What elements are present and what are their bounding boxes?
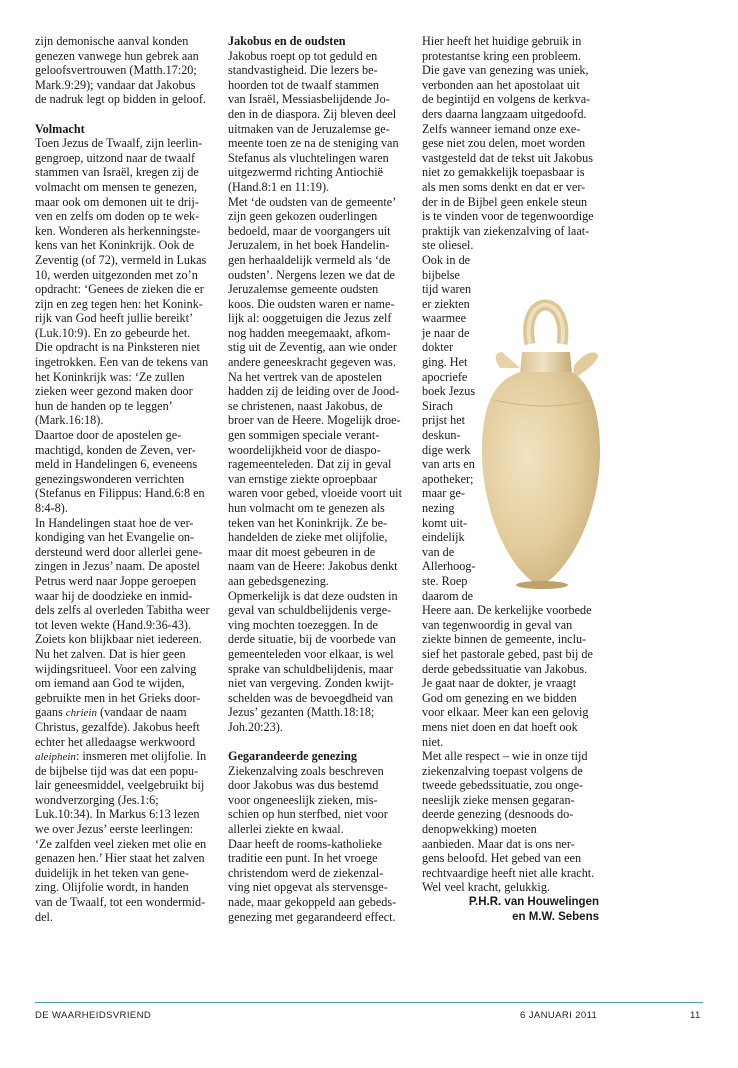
- text-line: van tegenwoordig in geval van: [422, 617, 573, 632]
- text-line: lijk al: ooggetuigen die Jezus zelf: [228, 311, 392, 326]
- text-line: om iemand aan God te wijden,: [35, 676, 185, 691]
- paragraph-gap: [228, 735, 413, 750]
- text-line: Mark.9:29); vandaar dat Jakobus: [35, 77, 196, 92]
- text-line: God om genezing en we bidden: [422, 690, 577, 705]
- text-line: meld in Handelingen 6, eveneens: [35, 457, 198, 472]
- text-line: gebruikte men in het Grieks door-: [35, 690, 201, 705]
- text-line: Allerhoog-: [422, 559, 476, 574]
- text-line: meente toen ze na de steniging van: [228, 136, 399, 151]
- text-line: waren voor gebed, vloeide voort uit: [228, 486, 402, 501]
- text-line: Stefanus als vluchtelingen waren: [228, 150, 389, 165]
- section-heading: Volmacht: [35, 121, 85, 136]
- text-line: komt uit-: [422, 515, 468, 530]
- text-line: 10, werden uitgezonden met zo’n: [35, 267, 198, 282]
- text-line: [35, 705, 220, 720]
- paragraph-gap: [35, 107, 220, 122]
- text-line: niet zo gemakkelijk toepasbaar is: [422, 165, 585, 180]
- text-line: Die opdracht is na Pinksteren niet: [35, 340, 200, 355]
- text-line: ziekte binnen de gemeente, inclu-: [422, 632, 587, 647]
- text-line: ste. Roep: [422, 573, 468, 588]
- text-line: tot leven wekte (Hand.9:36-43).: [35, 617, 192, 632]
- text-line: geval van schuldbelijdenis verge-: [228, 603, 392, 618]
- author-signature: P.H.R. van Houwelingen: [468, 896, 599, 909]
- text-line: teken van het Koninkrijk. Ze be-: [228, 515, 388, 530]
- text-line: genezen vanwege hun gebrek aan: [35, 48, 199, 63]
- text-line: uitmaken van de Jeruzalemse ge-: [228, 121, 390, 136]
- text-line: denopwekking) moeten: [422, 822, 537, 837]
- text-line: eindelijk: [422, 530, 465, 545]
- text-line: Daar heeft de rooms-katholieke: [228, 836, 382, 851]
- text-line: (Mark.16:18).: [35, 413, 104, 428]
- text-line: (Stefanus en Filippus: Hand.6:8 en: [35, 486, 205, 501]
- text-line: stammen van Israël, kregen zij de: [35, 165, 199, 180]
- text-segment: gaans: [35, 705, 66, 720]
- text-line: mens niet doen en dat hoeft ook: [422, 719, 578, 734]
- text-line: deerde genezing (desnoods do-: [422, 807, 574, 822]
- text-line: prijst het: [422, 413, 465, 428]
- text-line: christendom werd de ziekenzal-: [228, 865, 384, 880]
- article-column-2: [228, 34, 413, 924]
- text-line: het Koninkrijk was: ‘Ze zullen: [35, 369, 185, 384]
- text-line: als men soms denkt en dat er ver-: [422, 179, 586, 194]
- text-segment: (vandaar de naam: [96, 705, 187, 720]
- text-line: standvastigheid. Die lezers be-: [228, 63, 378, 78]
- text-line: zing. Olijfolie wordt, in handen: [35, 880, 189, 895]
- text-line: Hier heeft het huidige gebruik in: [422, 34, 582, 48]
- text-line: aan gebedsgenezing.: [228, 573, 329, 588]
- text-line: van ernstige ziekte oproepbaar: [228, 471, 378, 486]
- text-line: Christus, gezalfde). Jakobus heeft: [35, 719, 200, 734]
- text-line: genezingswonderen verrichten: [35, 471, 185, 486]
- text-line: geloofsvertrouwen (Matth.17:20;: [35, 63, 197, 78]
- text-line: zieken weer gezond maken door: [35, 384, 193, 399]
- text-line: andere geneeskracht gegeven was.: [228, 355, 396, 370]
- text-line: nade, maar gekoppeld aan gebeds-: [228, 895, 397, 910]
- text-line: van de: [422, 544, 455, 559]
- text-line: zijn en zeg tegen hen: het Konink-: [35, 296, 203, 311]
- footer-page-number: 11: [690, 1010, 701, 1021]
- text-line: door Jakobus was dus bestemd: [228, 778, 379, 793]
- text-line: waar hij de doodzieke en inmid-: [35, 588, 193, 603]
- text-line: Sirach: [422, 398, 454, 413]
- text-line: Wel veel kracht, gelukkig.: [422, 880, 550, 895]
- text-line: van Israël, Messiasbelijdende Jo-: [228, 92, 390, 107]
- text-line: derde gebedssituatie van Jakobus.: [422, 661, 588, 676]
- text-line: zingen in Jezus’ naam. De apostel: [35, 559, 200, 574]
- text-line: Met ‘de oudsten van de gemeente’: [228, 194, 397, 209]
- text-line: Opmerkelijk is dat deze oudsten in: [228, 588, 398, 603]
- text-line: praktijk van ziekenzalving of laat-: [422, 223, 590, 238]
- text-line: Jeruzalemse gemeente oudsten: [228, 282, 379, 297]
- text-line: ragemeenteleden. Dat zij in geval: [228, 457, 392, 472]
- text-line: tweede gebedssituatie, zou onge-: [422, 778, 584, 793]
- text-line: sprake van schuldbelijdenis, maar: [228, 661, 394, 676]
- text-line: broer van de Heere. Mogelijk droe-: [228, 413, 401, 428]
- text-line: (Luk.10:9). En zo gebeurde het.: [35, 325, 191, 340]
- text-line: se christenen, naast Jakobus, de: [228, 398, 383, 413]
- text-line: ving mochten toezeggen. In de: [228, 617, 378, 632]
- text-line: daarom de: [422, 588, 474, 603]
- text-line: ingetrokken. Een van de tekens van: [35, 355, 209, 370]
- text-line: Daartoe door de apostelen ge-: [35, 428, 182, 443]
- text-line: Zelfs wanneer iemand onze exe-: [422, 121, 581, 136]
- text-line: opdracht: ‘Genees de zieken die er: [35, 282, 204, 297]
- text-line: wijdingsritueel. Voor een zalving: [35, 661, 197, 676]
- text-line: Jeruzalem, in het boek Handelin-: [228, 238, 390, 253]
- text-line: apocriefe: [422, 369, 468, 384]
- text-line: bijbelse: [422, 267, 460, 282]
- text-line: den in de diaspora. Zij bleven deel: [228, 106, 397, 121]
- text-line: stig uit de Zeventig, aan wie onder: [228, 340, 397, 355]
- text-line: hun de handen op te leggen’: [35, 398, 173, 413]
- text-line: uitgezwermd richting Antiochië: [228, 165, 384, 180]
- text-line: Joh.20:23).: [228, 719, 283, 734]
- text-line: Je gaat naar de dokter, je vraagt: [422, 676, 577, 691]
- text-line: duidelijk in het teken van gene-: [35, 865, 189, 880]
- text-line: hoorden tot de twaalf stammen: [228, 77, 379, 92]
- text-line: sief het pastorale gebed, past bij de: [422, 646, 593, 661]
- text-line: rechtvaardige heeft niet alle kracht.: [422, 865, 595, 880]
- text-line: genazen hen.’ Hier staat het zalven: [35, 851, 205, 866]
- text-line: Luk.10:34). In Markus 6:13 lezen: [35, 807, 200, 822]
- text-line: Zeventig (of 72), vermeld in Lukas: [35, 252, 207, 267]
- text-line: waarmee: [422, 311, 466, 326]
- text-line: dersteund werd door allerlei gene-: [35, 544, 203, 559]
- text-line: de bijbelse tijd was dat een popu-: [35, 763, 199, 778]
- text-line: tijd waren: [422, 282, 472, 297]
- text-line: schien op hun sterfbed, niet voor: [228, 807, 388, 822]
- text-line: protestantse kring een probleem.: [422, 48, 582, 63]
- text-line: dels zelfs al overleden Tabitha weer: [35, 603, 210, 618]
- italic-term: aleiphein: [35, 751, 76, 764]
- text-line: schelden was de bevoegdheid van: [228, 690, 394, 705]
- oil-jug-illustration: [470, 282, 610, 594]
- text-line: gese niet zou delen, moet worden: [422, 136, 586, 151]
- text-line: dokter: [422, 340, 454, 355]
- text-line: naam van de Heere: Jakobus denkt: [228, 559, 398, 574]
- text-line: we over Jezus’ eerste leerlingen:: [35, 822, 194, 837]
- text-line: neeslijk zieke mensen gegaran-: [422, 792, 575, 807]
- text-line: ving niet opgevat als stervensge-: [228, 880, 388, 895]
- text-line: dige werk: [422, 442, 471, 457]
- text-line: volmacht om mensen te genezen,: [35, 179, 198, 194]
- text-line: nezing: [422, 501, 455, 515]
- text-line: vastgesteld dat de tekst uit Jakobus: [422, 150, 593, 165]
- text-line: Ook in de: [422, 252, 471, 267]
- text-line: de nadruk legt op bidden in geloof.: [35, 92, 206, 107]
- text-line: 8:4-8).: [35, 501, 68, 515]
- text-line: Na het vertrek van de apostelen: [228, 369, 382, 384]
- text-line: er ziekten: [422, 296, 470, 311]
- text-line: Toen Jezus de Twaalf, zijn leerlin-: [35, 136, 203, 151]
- author-signature: en M.W. Sebens: [512, 910, 599, 923]
- text-line: wondverzorging (Jes.1:6;: [35, 792, 159, 807]
- footer-rule: [35, 1002, 703, 1003]
- footer-date: 6 JANUARI 2011: [520, 1010, 598, 1021]
- text-line: ven en zelfs om doden op te wek-: [35, 209, 200, 224]
- text-line: Heere aan. De kerkelijke voorbede: [422, 603, 592, 618]
- text-line: zijn geen gekozen ouderlingen: [228, 209, 378, 224]
- text-line: boek Jezus: [422, 384, 476, 399]
- text-line: derde situatie, bij de voorbede van: [228, 632, 396, 647]
- text-line: del.: [35, 909, 53, 924]
- text-line: ‘Ze zalfden veel zieken met olie en: [35, 836, 207, 851]
- text-line: apotheker;: [422, 471, 474, 486]
- text-line: verbonden aan het apostolaat uit: [422, 77, 580, 92]
- text-line: gengroep, uitzond naar de twaalf: [35, 150, 196, 165]
- text-line: hun volmacht om te genezen als: [228, 501, 385, 515]
- text-line: ste oliesel.: [422, 238, 474, 253]
- text-line: genezing met gegarandeerd effect.: [228, 909, 396, 924]
- text-line: niet van vergeving. Zonden kwijt-: [228, 676, 394, 691]
- text-line: In Handelingen staat hoe de ver-: [35, 515, 194, 530]
- text-segment: : insmeren met olijfolie. In: [75, 749, 207, 764]
- text-line: Nu het zalven. Dat is hier geen: [35, 646, 186, 661]
- text-line: ging. Het: [422, 355, 468, 370]
- section-heading: Jakobus en de oudsten: [228, 34, 346, 48]
- article-column-1: [35, 34, 220, 924]
- footer-publication: DE WAARHEIDSVRIEND: [35, 1010, 152, 1021]
- text-line: maar ge-: [422, 486, 465, 501]
- text-line: Petrus werd naar Joppe geroepen: [35, 573, 197, 588]
- italic-term: chriein: [65, 707, 97, 720]
- section-heading: Gegarandeerde genezing: [228, 749, 357, 764]
- text-line: koos. Die oudsten waren er name-: [228, 296, 395, 311]
- text-line: van de Twaalf, tot een wondermid-: [35, 895, 206, 910]
- text-line: gens beloofd. Het gebed van een: [422, 851, 582, 866]
- text-line: [35, 749, 220, 764]
- text-line: Met alle respect – wie in onze tijd: [422, 749, 588, 764]
- text-line: kens van het Koninkrijk. Ook de: [35, 238, 195, 253]
- text-line: echter het alledaagse werkwoord: [35, 734, 196, 749]
- text-line: Die gave van genezing was uniek,: [422, 63, 589, 78]
- text-line: maar dit moest gebeuren in de: [228, 544, 376, 559]
- text-line: je naar de: [422, 325, 470, 340]
- text-line: allerlei ziekte en kwaal.: [228, 822, 344, 837]
- text-line: aanbieden. Maar dat is ons ner-: [422, 836, 575, 851]
- text-line: handelden de zieke met olijfolie,: [228, 530, 388, 545]
- text-line: oudsten’. Nergens lezen we dat de: [228, 267, 395, 282]
- text-line: hadden zij de leiding over de Jood-: [228, 384, 400, 399]
- text-line: ziekenzalving toepast volgens de: [422, 763, 583, 778]
- text-line: kondiging van het Evangelie on-: [35, 530, 195, 545]
- text-line: woordelijkheid voor de diaspo-: [228, 442, 381, 457]
- text-line: voor ongeneeslijk zieken, mis-: [228, 792, 378, 807]
- text-line: zijn demonische aanval konden: [35, 34, 189, 48]
- text-line: rijk van God heeft jullie bereikt’: [35, 311, 194, 326]
- text-line: lair geneesmiddel, veelgebruikt bij: [35, 778, 205, 793]
- text-line: (Hand.8:1 en 11:19).: [228, 179, 330, 194]
- text-line: Jakobus roept op tot geduld en: [228, 48, 378, 63]
- text-line: de begintijd en volgens de kerkva-: [422, 92, 591, 107]
- text-line: voor elkaar. Meer kan een gelovig: [422, 705, 589, 720]
- text-line: gemeenteleden voor elkaar, is wel: [228, 646, 394, 661]
- text-line: ken. Wonderen als herkenningste-: [35, 223, 201, 238]
- text-line: maar ook om demonen uit te drij-: [35, 194, 199, 209]
- text-line: is te vinden voor de tegenwoordige: [422, 209, 594, 224]
- text-line: Ziekenzalving zoals beschreven: [228, 763, 384, 778]
- text-line: nog hadden meegemaakt, afkom-: [228, 325, 391, 340]
- text-line: Zoiets kon blijkbaar niet iedereen.: [35, 632, 202, 647]
- text-line: niet.: [422, 734, 444, 749]
- text-line: gen herhaaldelijk vermeld als ‘de: [228, 252, 391, 267]
- text-line: machtigd, konden de Zeven, ver-: [35, 442, 196, 457]
- text-line: deskun-: [422, 428, 461, 443]
- text-line: ders daarna langzaam uitgedoofd.: [422, 106, 587, 121]
- text-line: Jezus’ gezanten (Matth.18:18;: [228, 705, 375, 720]
- text-line: bedoeld, maar de voorgangers uit: [228, 223, 391, 238]
- text-line: gen sommigen speciale verant-: [228, 428, 380, 443]
- text-line: traditie een punt. In het vroege: [228, 851, 378, 866]
- text-line: van arts en: [422, 457, 475, 472]
- text-line: der in de Bijbel geen enkele steun: [422, 194, 588, 209]
